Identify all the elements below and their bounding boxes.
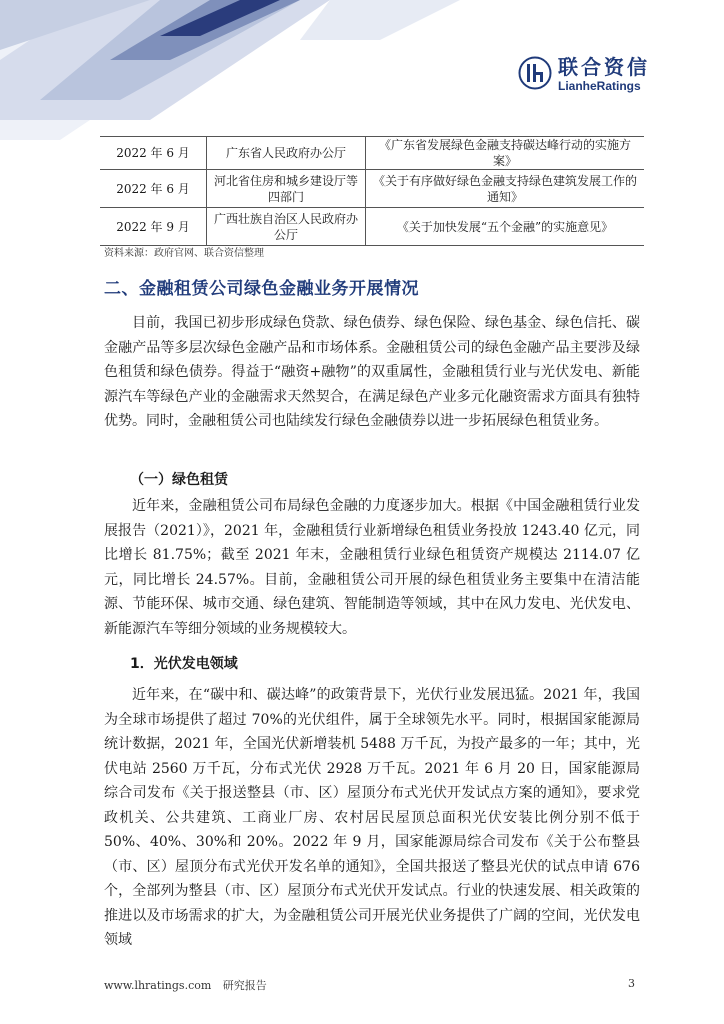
paragraph-photovoltaic: 近年来，在“碳中和、碳达峰”的政策背景下，光伏行业发展迅猛。2021 年，我国为全球市场提供了超过 70%的光伏组件，属于全球领先水平。同时，根据国家能源局统计数据，2021 年，全国光伏新增装机 5488 万千瓦，为投产最多的一年；其中，光伏电站 2560 万千瓦，分布式光伏 2928 万千瓦。2021 年 6 月 20 日，国家能源局综合司发布《关于报送整县（市、区）屋顶分布式光伏开发试点方案的通知》，要求党政机关、公共建筑、工商业厂房、农村居民屋顶总面积光伏安装比例分别不低于 50%、40%、30%和 20%。2022 年 9 月，国家能源局综合司发布《关于公布整县（市、区）屋顶分布式光伏开发名单的通知》，全国共报送了整县光伏的试点申请 676 个，全部列为整县（市、区）屋顶分布式光伏开发试点。行业的快速发展、相关政策的推进以及市场需求的扩大，为金融租赁公司开展光伏业务提供了广阔的空间，光伏发电领域 [104,687,640,948]
logo-name-cn: 联合资信 [558,55,650,79]
table-row [100,137,644,170]
lianhe-logo-icon [518,56,552,90]
table-cell-issuer: 广东省人民政府办公厅 [207,137,366,170]
table-cell-document: 《关于有序做好绿色金融支持绿色建筑发展工作的通知》 [366,170,645,208]
table-row [100,208,644,246]
logo-name-en: LianheRatings [558,79,641,93]
page-number: 3 [628,977,635,990]
paragraph-green-leasing: 近年来，金融租赁公司布局绿色金融的力度逐步加大。根据《中国金融租赁行业发展报告（2021）》，2021 年，金融租赁行业新增绿色租赁业务投放 1243.40 亿元，同比增长 81.75%；截至 2021 年末，金融租赁行业绿色租赁资产规模达 2114.07 亿元，同比增长 24.57%。目前，金融租赁公司开展的绿色租赁业务主要集中在清洁能源、节能环保、城市交通、绿色建筑、智能制造等领域，其中在风力发电、光伏发电、新能源汽车等细分领域的业务规模较大。 [104,498,640,637]
table-cell-date: 2022 年 9 月 [100,208,207,246]
section-heading: 二、金融租赁公司绿色金融业务开展情况 [104,279,419,299]
footer-label: 研究报告 [222,979,267,992]
footer-url[interactable]: www.lhratings.com [104,979,212,992]
source-note: 资料来源：政府官网、联合资信整理 [104,248,264,259]
policy-table [100,136,644,246]
table-cell-document: 《广东省发展绿色金融支持碳达峰行动的实施方案》 [366,137,645,170]
table-cell-issuer: 广西壮族自治区人民政府办公厅 [207,208,366,246]
table-cell-date: 2022 年 6 月 [100,170,207,208]
table-cell-date: 2022 年 6 月 [100,137,207,170]
table-cell-issuer: 河北省住房和城乡建设厅等四部门 [207,170,366,208]
subheading-green-leasing: （一）绿色租赁 [130,472,228,488]
footer-left [104,977,267,993]
table-cell-document: 《关于加快发展“五个金融”的实施意见》 [366,208,645,246]
table-row [100,170,644,208]
lianhe-logo [518,56,708,96]
subheading-photovoltaic: 1．光伏发电领域 [130,656,238,672]
paragraph-intro: 目前，我国已初步形成绿色贷款、绿色债券、绿色保险、绿色基金、绿色信托、碳金融产品等多层次绿色金融产品和市场体系。金融租赁公司的绿色金融产品主要涉及绿色租赁和绿色债券。得益于“融资+融物”的双重属性，金融租赁行业与光伏发电、新能源汽车等绿色产业的金融需求天然契合，在满足绿色产业多元化融资需求方面具有独特优势。同时，金融租赁公司也陆续发行绿色金融债券以进一步拓展绿色租赁业务。 [104,315,640,429]
